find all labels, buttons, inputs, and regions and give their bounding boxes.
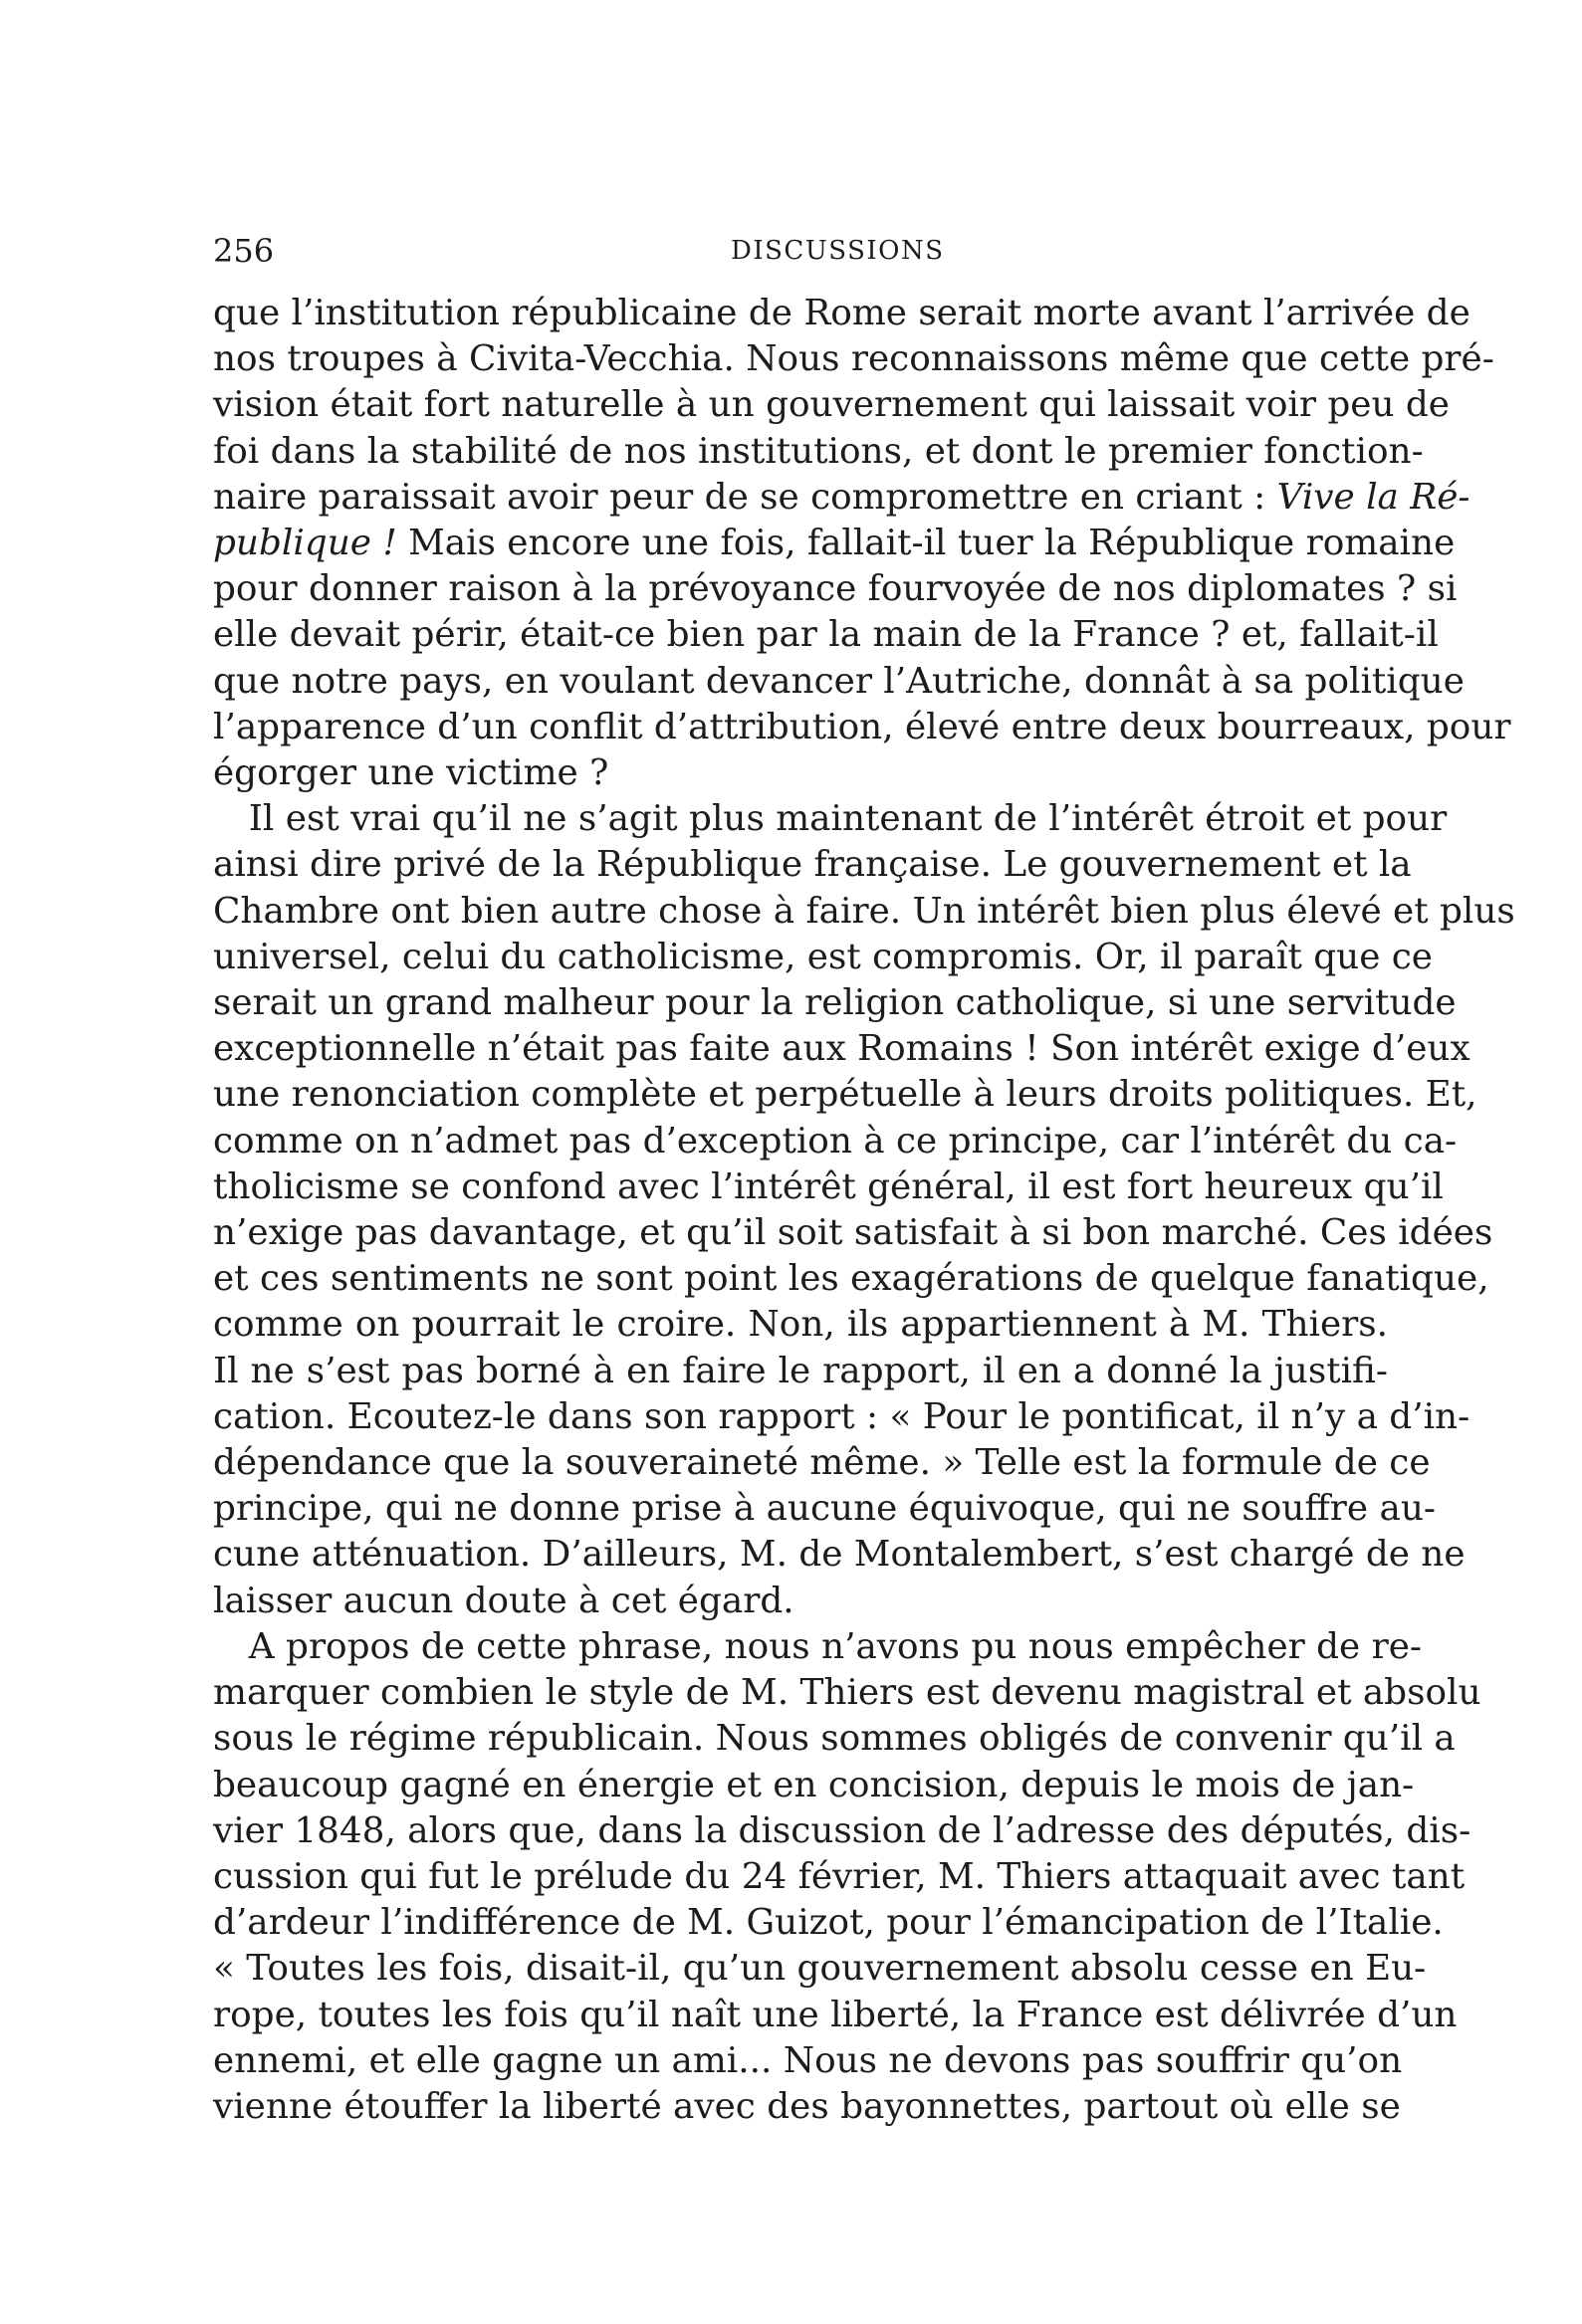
text-segment: ennemi, et elle gagne un ami... Nous ne devons pas souffrir qu’on <box>213 2039 1403 2081</box>
text-segment: comme on pourrait le croire. Non, ils appartiennent à M. Thiers. <box>213 1304 1388 1346</box>
text-line <box>213 475 1470 521</box>
text-line <box>213 1072 1477 1118</box>
text-segment: vision était fort naturelle à un gouvernement qui laissait voir peu de <box>213 384 1450 426</box>
text-line <box>213 612 1439 658</box>
text-line <box>213 889 1515 935</box>
text-line <box>213 1302 1388 1348</box>
paragraph <box>213 1624 1481 2130</box>
text-line <box>213 1624 1423 1670</box>
text-segment: universel, celui du catholicisme, est compromis. Or, il paraît que ce <box>213 936 1433 977</box>
text-segment: serait un grand malheur pour la religion catholique, si une servitude <box>213 982 1457 1024</box>
italic-text: publique ! <box>213 523 397 564</box>
text-segment: que l’institution républicaine de Rome serait morte avant l’arrivée de <box>213 293 1470 333</box>
text-line <box>213 750 1388 796</box>
text-segment: l’apparence d’un conflit d’attribution, élevé entre deux bourreaux, pour <box>213 706 1511 747</box>
text-line <box>213 659 1465 705</box>
text-segment: Il est vrai qu’il ne s’agit plus maintenant de l’intérêt étroit et pour <box>248 798 1448 840</box>
text-segment: vier 1848, alors que, dans la discussion de l’adresse des députés, dis- <box>213 1809 1471 1851</box>
text-segment: « Toutes les fois, disait-il, qu’un gouvernement absolu cesse en Eu- <box>213 1948 1427 1990</box>
text-line <box>213 980 1457 1026</box>
text-line <box>213 382 1450 428</box>
text-segment: beaucoup gagné en énergie et en concision, depuis le mois de jan- <box>213 1764 1415 1805</box>
text-line <box>213 1900 1444 1946</box>
text-segment: vienne étouffer la liberté avec des bayonnettes, partout où elle se <box>213 2085 1401 2127</box>
text-segment: d’ardeur l’indifférence de M. Guizot, pour l’émancipation de l’Italie. <box>213 1902 1444 1944</box>
text-segment: que notre pays, en voulant devancer l’Autriche, donnât à sa politique <box>213 660 1465 702</box>
text-line <box>213 1394 1470 1440</box>
text-segment: rope, toutes les fois qu’il naît une liberté, la France est délivrée d’un <box>213 1994 1458 2035</box>
text-segment: A propos de cette phrase, nous n’avons pu nous empêcher de re- <box>248 1625 1423 1667</box>
text-segment: Chambre ont bien autre chose à faire. Un intérêt bien plus élevé et plus <box>213 890 1515 932</box>
text-segment: laisser aucun doute à cet égard. <box>213 1580 794 1621</box>
text-line <box>213 1486 1436 1532</box>
text-segment: n’exige pas davantage, et qu’il soit satisfait à si bon marché. Ces idées <box>213 1212 1493 1254</box>
text-segment: nos troupes à Civita-Vecchia. Nous reconnaissons même que cette pré- <box>213 338 1494 380</box>
paragraph <box>213 796 1515 1624</box>
text-segment: cussion qui fut le prélude du 24 février, M. Thiers attaquait avec tant <box>213 1855 1466 1897</box>
text-line <box>213 935 1433 980</box>
text-segment: sous le régime républicain. Nous sommes obligés de convenir qu’il a <box>213 1718 1456 1760</box>
text-segment: et ces sentiments ne sont point les exagérations de quelque fanatique, <box>213 1258 1489 1300</box>
text-segment: elle devait périr, était-ce bien par la main de la France ? et, fallait-il <box>213 614 1439 656</box>
text-line <box>213 1164 1444 1210</box>
text-segment: pour donner raison à la prévoyance fourvoyée de nos diplomates ? si <box>213 568 1458 610</box>
body-text <box>213 291 1515 2130</box>
text-segment: naire paraissait avoir peur de se compromettre en criant : <box>213 476 1277 518</box>
text-line <box>213 1256 1489 1302</box>
page-header <box>213 231 1388 271</box>
text-line <box>213 521 1456 566</box>
text-line <box>213 1716 1456 1762</box>
text-segment: tholicisme se confond avec l’intérêt général, il est fort heureux qu’il <box>213 1165 1444 1207</box>
text-line <box>213 429 1424 475</box>
text-line <box>213 336 1494 382</box>
page-number: 256 <box>213 232 275 270</box>
text-line <box>213 1808 1471 1854</box>
text-line <box>213 1946 1427 1992</box>
text-line <box>213 2038 1403 2084</box>
text-line <box>213 796 1448 842</box>
text-line <box>213 1210 1493 1256</box>
text-line <box>213 1854 1466 1900</box>
text-segment: dépendance que la souveraineté même. » Telle est la formule de ce <box>213 1442 1431 1484</box>
text-line <box>213 291 1470 336</box>
text-line <box>213 842 1412 888</box>
text-segment: Il ne s’est pas borné à en faire le rapport, il en a donné la justifi- <box>213 1350 1388 1391</box>
text-line <box>213 1763 1415 1808</box>
text-line <box>213 1119 1458 1164</box>
text-segment: principe, qui ne donne prise à aucune équivoque, qui ne souffre au- <box>213 1488 1436 1530</box>
text-line <box>213 705 1511 750</box>
text-line <box>213 1993 1458 2038</box>
text-segment: marquer combien le style de M. Thiers est devenu magistral et absolu <box>213 1672 1481 1714</box>
italic-text: Vive la Ré- <box>1276 476 1470 518</box>
text-segment: cation. Ecoutez-le dans son rapport : « Pour le pontificat, il n’y a d’in- <box>213 1395 1470 1437</box>
text-segment: Mais encore une fois, fallait-il tuer la République romaine <box>396 523 1456 564</box>
text-line <box>213 1026 1470 1072</box>
text-segment: foi dans la stabilité de nos institutions, et dont le premier fonction- <box>213 430 1424 472</box>
text-line <box>213 1532 1466 1578</box>
text-line <box>213 2084 1401 2130</box>
text-segment: une renonciation complète et perpétuelle à leurs droits politiques. Et, <box>213 1074 1477 1116</box>
text-line <box>213 1579 1388 1624</box>
text-line <box>213 1670 1481 1716</box>
text-segment: comme on n’admet pas d’exception à ce principe, car l’intérêt du ca- <box>213 1120 1458 1162</box>
running-title: DISCUSSIONS <box>731 236 945 266</box>
paragraph <box>213 291 1511 796</box>
text-segment: exceptionnelle n’était pas faite aux Romains ! Son intérêt exige d’eux <box>213 1028 1470 1070</box>
text-line <box>213 566 1458 612</box>
text-segment: ainsi dire privé de la République française. Le gouvernement et la <box>213 844 1412 886</box>
text-segment: égorger une victime ? <box>213 752 609 794</box>
text-line <box>213 1440 1431 1486</box>
text-line <box>213 1349 1388 1394</box>
text-segment: cune atténuation. D’ailleurs, M. de Montalembert, s’est chargé de ne <box>213 1534 1466 1576</box>
